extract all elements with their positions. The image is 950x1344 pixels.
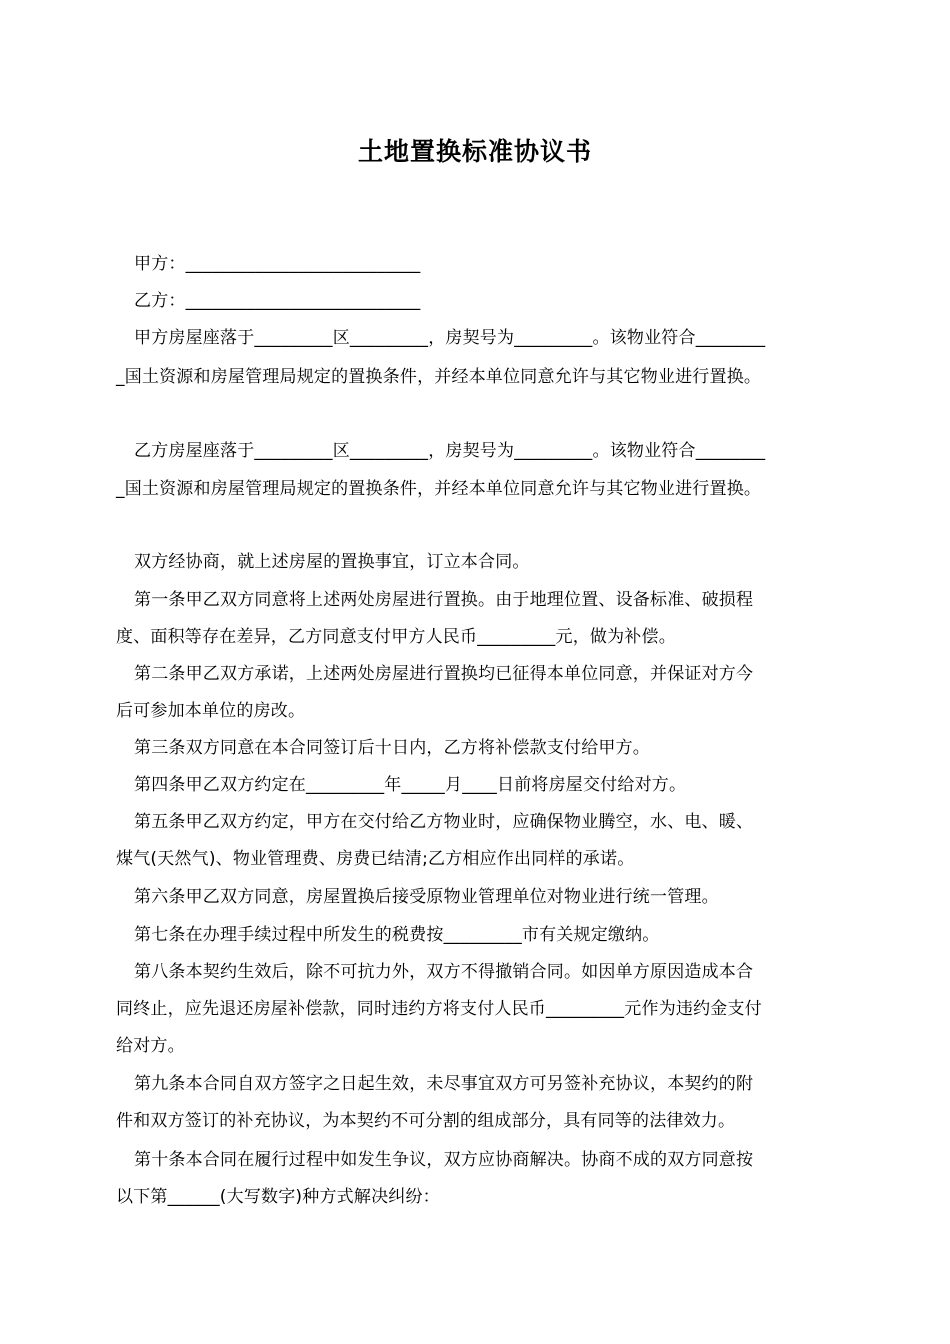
document-title: 土地置换标准协议书 xyxy=(357,137,592,166)
party-a-line: 甲方：___________________________ xyxy=(134,254,421,274)
party-a-property-line-2: _国土资源和房屋管理局规定的置换条件，并经本单位同意允许与其它物业进行置换。 xyxy=(116,367,762,387)
party-a-property-line-1: 甲方房屋座落于_________区_________，房契号为_________。该物业符合________ xyxy=(134,328,766,348)
article-8-line-1: 第八条本契约生效后，除不可抗力外，双方不得撤销合同。如因单方原因造成本合 xyxy=(134,962,754,982)
article-9-line-1: 第九条本合同自双方签字之日起生效，未尽事宜双方可另签补充协议，本契约的附 xyxy=(134,1074,754,1094)
preamble-line: 双方经协商，就上述房屋的置换事宜，订立本合同。 xyxy=(134,552,530,572)
article-10-line-2: 以下第______(大写数字)种方式解决纠纷： xyxy=(116,1187,440,1207)
article-10-line-1: 第十条本合同在履行过程中如发生争议，双方应协商解决。协商不成的双方同意按 xyxy=(134,1150,754,1170)
party-b-line: 乙方：___________________________ xyxy=(134,291,421,311)
article-2-line-1: 第二条甲乙双方承诺，上述两处房屋进行置换均已征得本单位同意，并保证对方今 xyxy=(134,664,754,684)
article-8-line-3: 给对方。 xyxy=(116,1036,185,1056)
article-2-line-2: 后可参加本单位的房改。 xyxy=(116,701,306,721)
article-6-line: 第六条甲乙双方同意，房屋置换后接受原物业管理单位对物业进行统一管理。 xyxy=(134,887,719,907)
article-4-line: 第四条甲乙双方约定在_________年_____月____日前将房屋交付给对方。 xyxy=(134,775,687,795)
article-5-line-1: 第五条甲乙双方约定，甲方在交付给乙方物业时，应确保物业腾空，水、电、暖、 xyxy=(134,812,754,832)
article-1-line-2: 度、面积等存在差异，乙方同意支付甲方人民币_________元，做为补偿。 xyxy=(116,627,676,647)
article-7-line: 第七条在办理手续过程中所发生的税费按_________市有关规定缴纳。 xyxy=(134,925,660,945)
article-3-line: 第三条双方同意在本合同签订后十日内，乙方将补偿款支付给甲方。 xyxy=(134,738,650,758)
article-1-line-1: 第一条甲乙双方同意将上述两处房屋进行置换。由于地理位置、设备标准、破损程 xyxy=(134,590,754,610)
article-9-line-2: 件和双方签订的补充协议，为本契约不可分割的组成部分，具有同等的法律效力。 xyxy=(116,1111,736,1131)
party-b-property-line-1: 乙方房屋座落于_________区_________，房契号为_________。该物业符合________ xyxy=(134,441,766,461)
article-8-line-2: 同终止，应先退还房屋补偿款，同时违约方将支付人民币_________元作为违约金支付 xyxy=(116,999,762,1019)
article-5-line-2: 煤气(天然气)、物业管理费、房费已结清;乙方相应作出同样的承诺。 xyxy=(116,849,635,869)
party-b-property-line-2: _国土资源和房屋管理局规定的置换条件，并经本单位同意允许与其它物业进行置换。 xyxy=(116,479,762,499)
